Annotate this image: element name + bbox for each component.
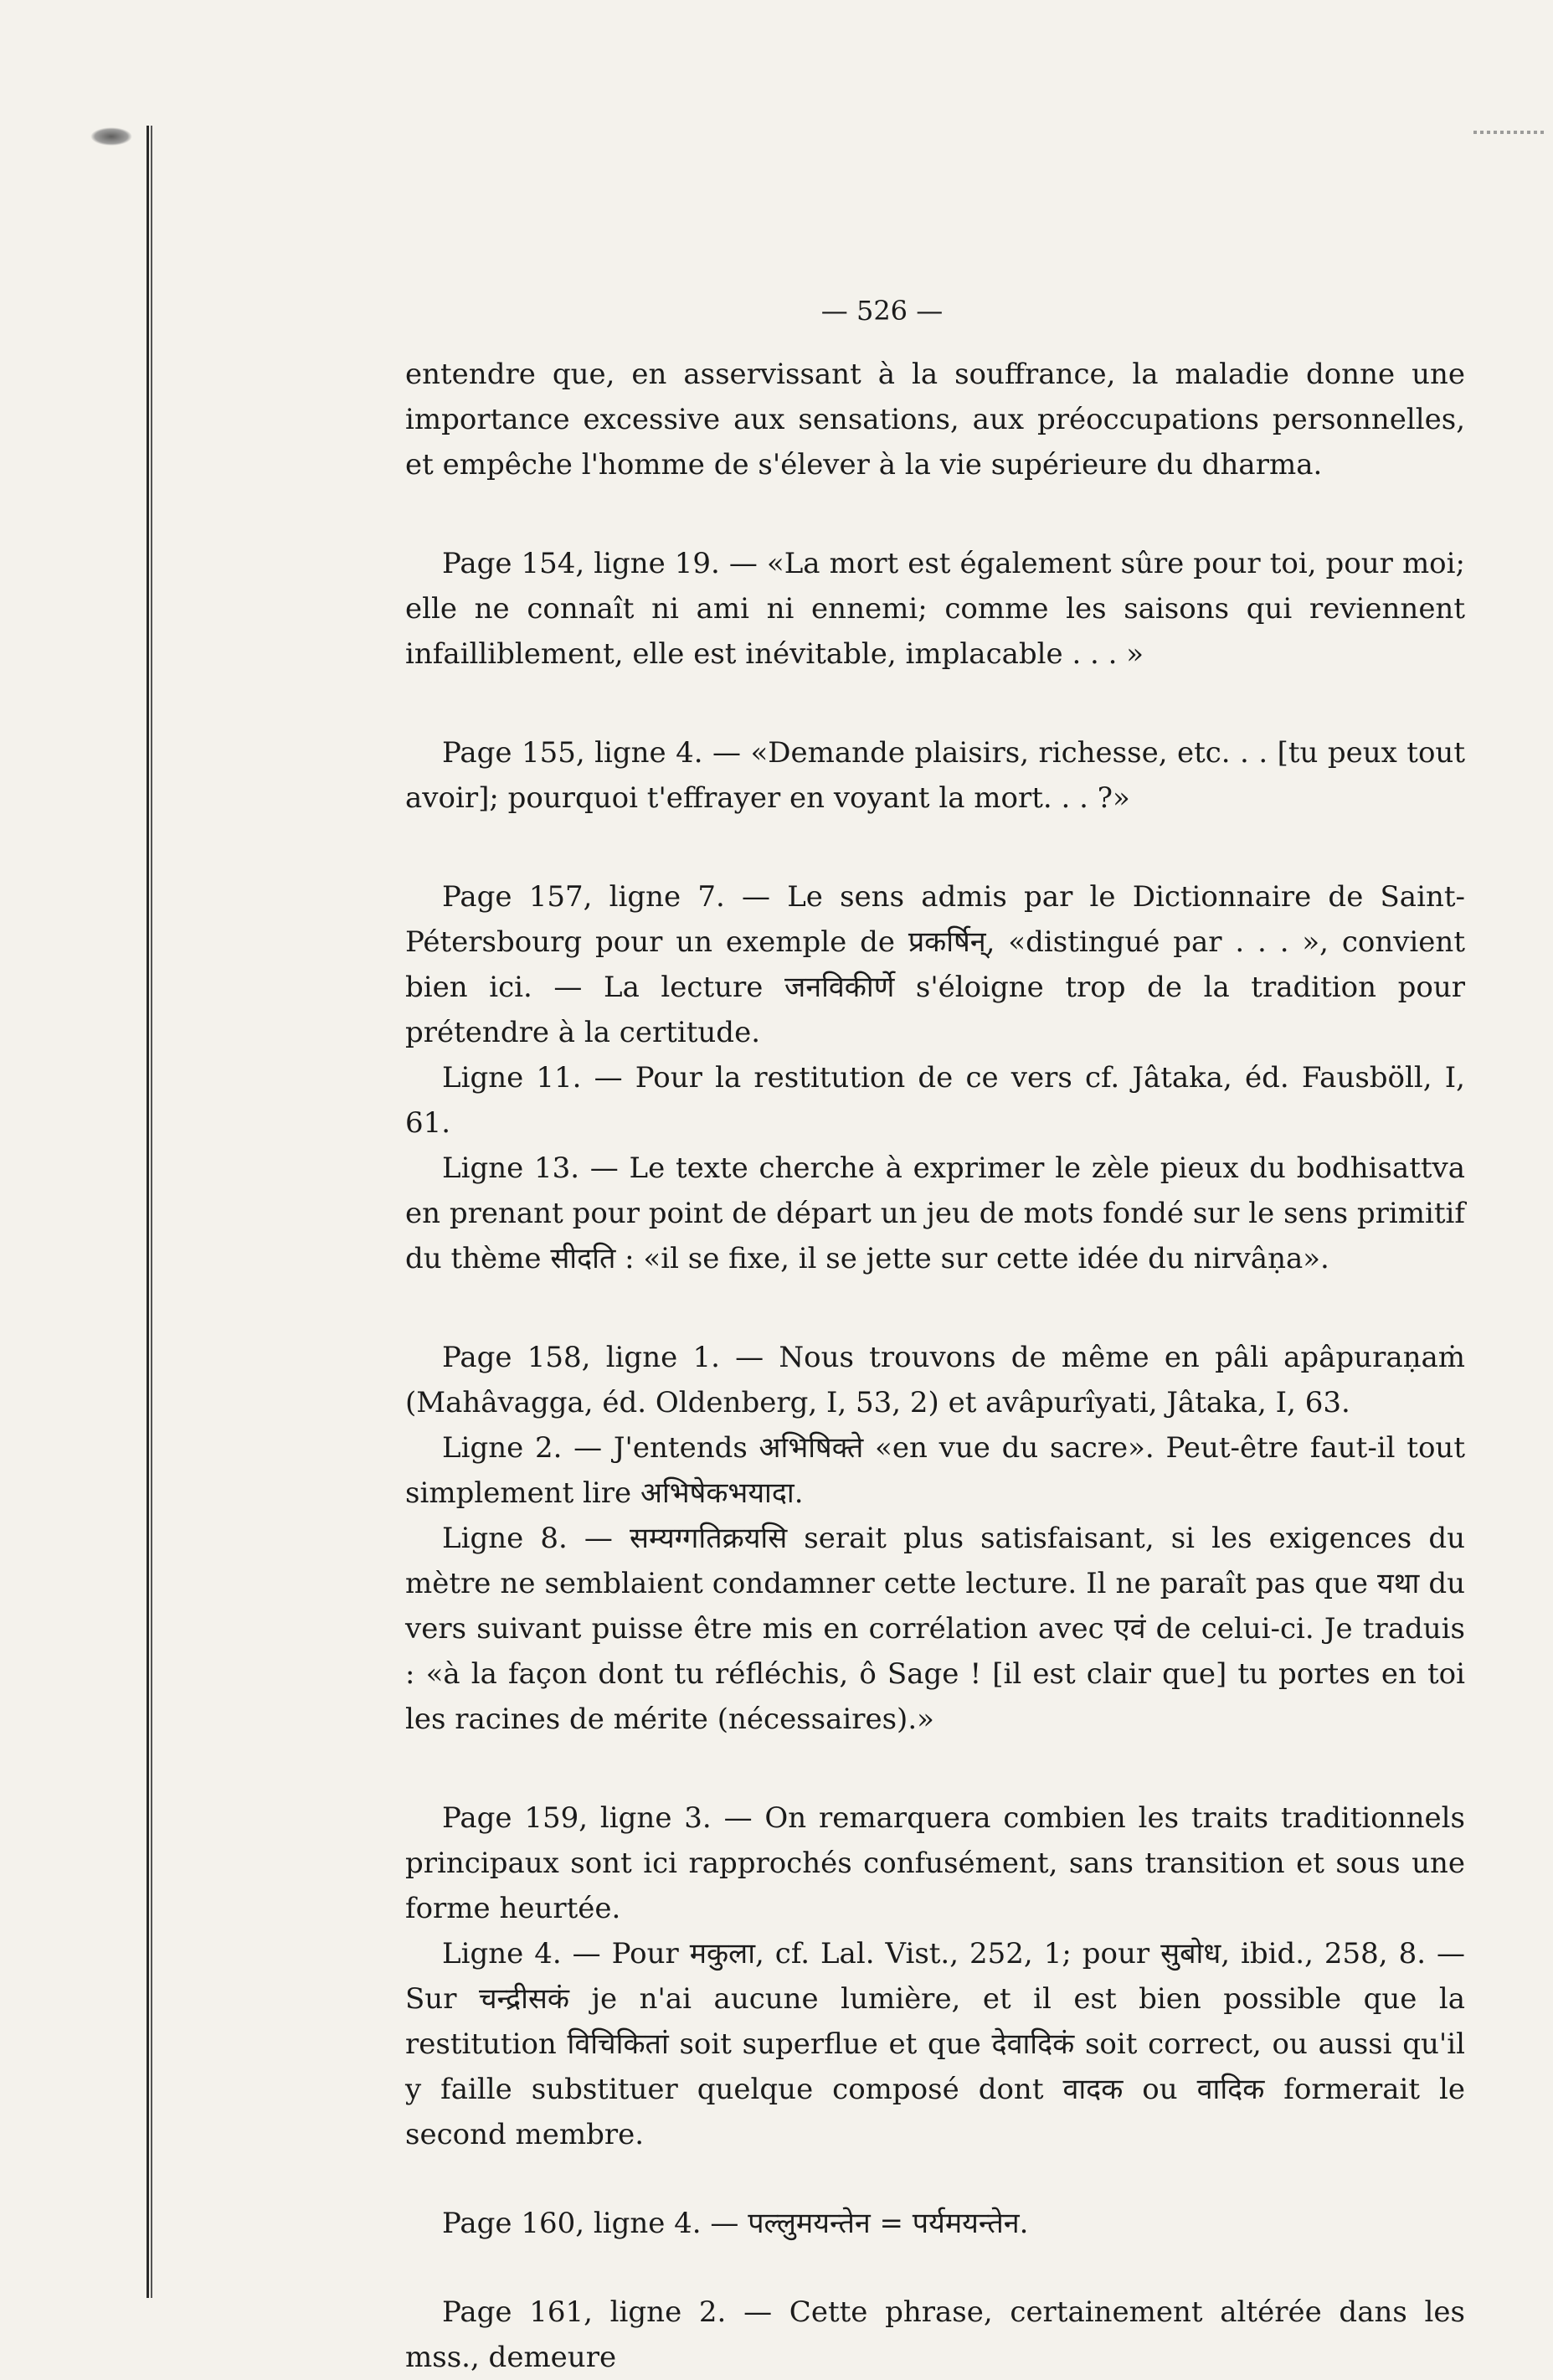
spacer xyxy=(405,2157,1465,2201)
paragraph-page158-ligne8: Ligne 8. — सम्यग्गतिक्रयसि serait plus satisfaisant, si les exigences du mètre ne semblaient condamner cette lecture. Il ne paraît pas que यथा du vers suivant puisse être mis en corrélation avec एवं de celui-ci. Je traduis : «à la façon dont tu réfléchis, ô Sage ! [il est clair que] tu portes en toi les racines de mérite (nécessaires).» xyxy=(405,1522,1465,1736)
paragraph-page159-ligne4: Ligne 4. — Pour मकुला, cf. Lal. Vist., 252, 1; pour सुबोध, ibid., 258, 8. — Sur चन्द्रीसकं je n'ai aucune lumière, et il est bien possible que la restitution विचिकितां soit superflue et que देवादिकं soit correct, ou aussi qu'il y faille substituer quelque composé dont वादक ou वादिक formerait le second membre. xyxy=(405,1937,1465,2151)
spacer xyxy=(405,1281,1465,1335)
paragraph-page155: Page 155, ligne 4. — «Demande plaisirs, richesse, etc. . . [tu peux tout avoir]; pourquoi t'effrayer en voyant la mort. . . ?» xyxy=(405,736,1465,815)
spacer xyxy=(405,677,1465,730)
spacer xyxy=(405,1742,1465,1795)
spacer xyxy=(405,821,1465,874)
paragraph-page154: Page 154, ligne 19. — «La mort est également sûre pour toi, pour moi; elle ne connaît ni ami ni ennemi; comme les saisons qui reviennent infailliblement, elle est inévitable, implacable . . . » xyxy=(405,547,1465,671)
paragraph-page157-ligne13: Ligne 13. — Le texte cherche à exprimer le zèle pieux du bodhisattva en prenant pour point de départ un jeu de mots fondé sur le sens primitif du thème सीदति : «il se fixe, il se jette sur cette idée du nirvâṇa». xyxy=(405,1151,1465,1275)
paragraph-page161: Page 161, ligne 2. — Cette phrase, certainement altérée dans les mss., demeure xyxy=(405,2295,1465,2374)
paragraph-page159: Page 159, ligne 3. — On remarquera combien les traits traditionnels principaux sont ici rapprochés confusément, sans transition et sous une forme heurtée. xyxy=(405,1801,1465,1925)
page-number-header xyxy=(0,295,1553,327)
spacer xyxy=(405,2246,1465,2290)
page-body xyxy=(405,352,1465,2380)
spacer xyxy=(405,487,1465,541)
paragraph-page157: Page 157, ligne 7. — Le sens admis par le Dictionnaire de Saint-Pétersbourg pour un exemple de प्रकर्षिन्, «distingué par . . . », convient bien ici. — La lecture जनविकीर्णे s'éloigne trop de la tradition pour prétendre à la certitude. xyxy=(405,880,1465,1049)
binding-edge xyxy=(147,126,153,2298)
scan-artifact xyxy=(90,127,132,146)
paragraph-page160: Page 160, ligne 4. — पल्लुमयन्तेन = पर्यमयन्तेन. xyxy=(442,2207,1029,2240)
paragraph-page158: Page 158, ligne 1. — Nous trouvons de même en pâli apâpuraṇaṁ (Mahâvagga, éd. Oldenberg, I, 53, 2) et avâpurîyati, Jâtaka, I, 63. xyxy=(405,1341,1465,1419)
page-number: — 526 — xyxy=(820,295,944,327)
paragraph-page158-ligne2: Ligne 2. — J'entends अभिषिक्ते «en vue du sacre». Peut-être faut-il tout simplement lire अभिषेकभयादा. xyxy=(405,1431,1465,1510)
scan-artifact-right xyxy=(1473,131,1547,134)
paragraph-intro: entendre que, en asservissant à la souffrance, la maladie donne une importance excessive aux sensations, aux préoccupations personnelles, et empêche l'homme de s'élever à la vie supérieure du dharma. xyxy=(405,358,1465,482)
paragraph-page157-ligne11: Ligne 11. — Pour la restitution de ce vers cf. Jâtaka, éd. Fausböll, I, 61. xyxy=(405,1061,1465,1140)
